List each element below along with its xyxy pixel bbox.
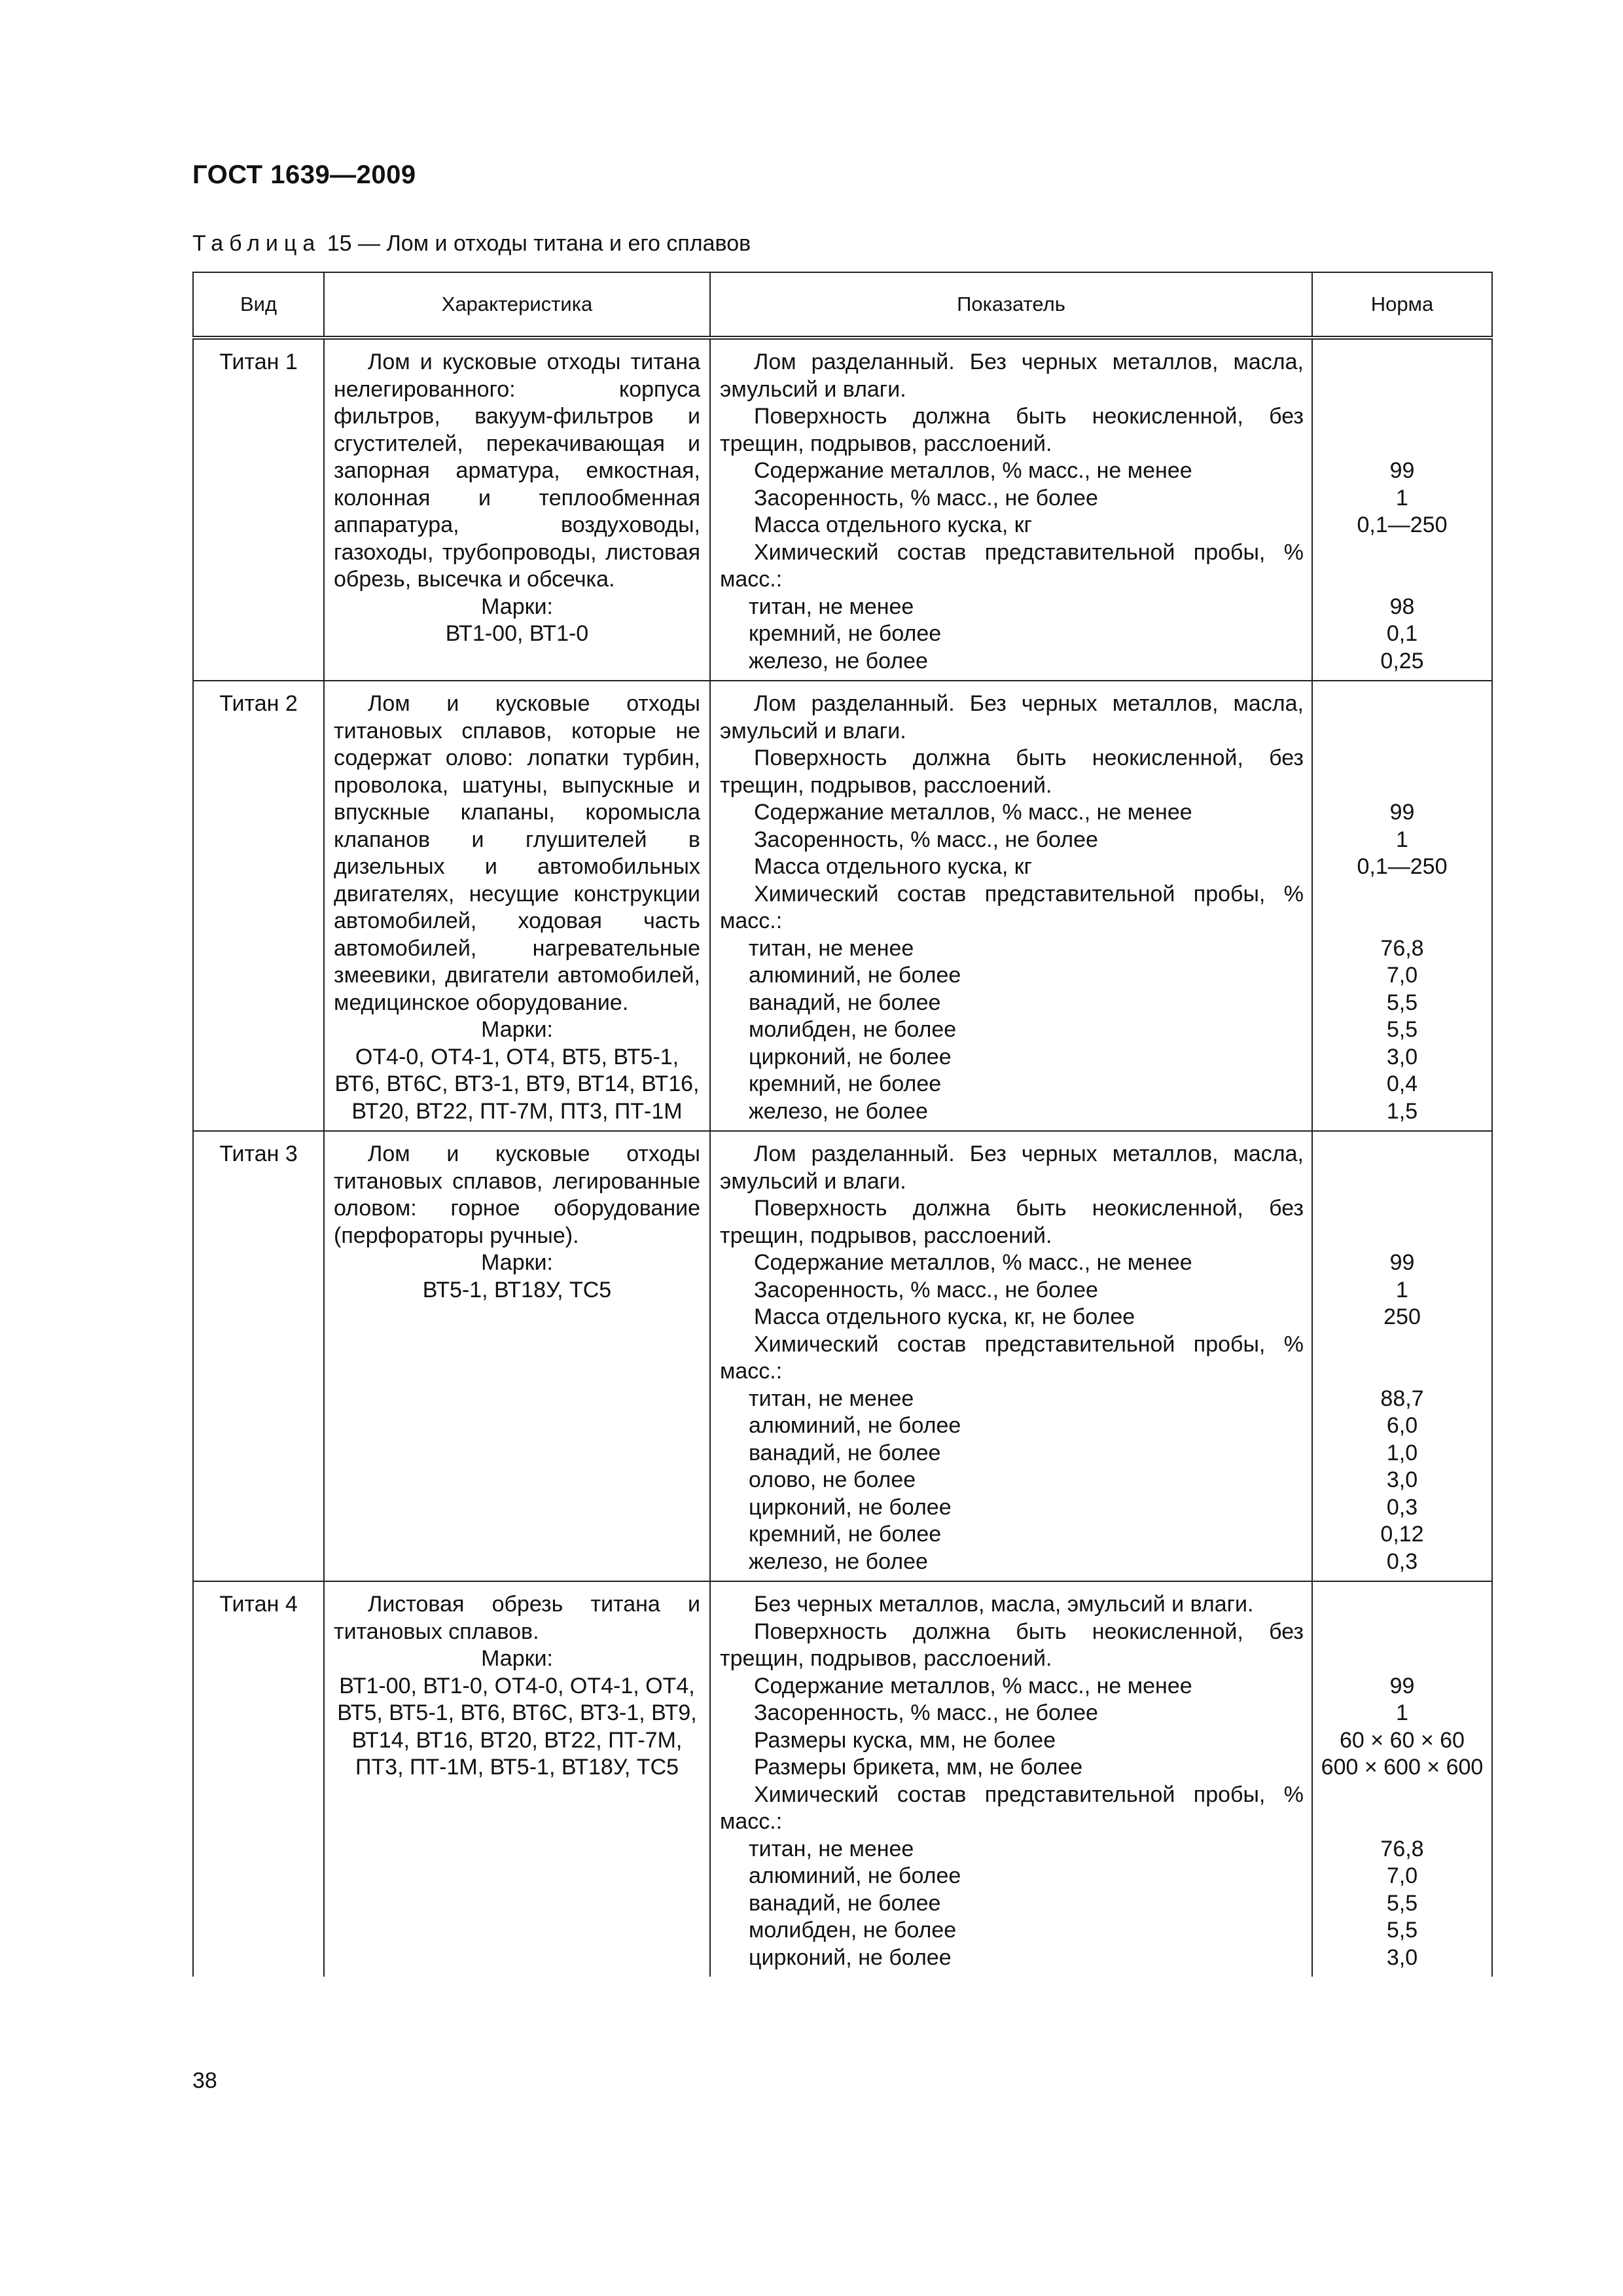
- brands-label: Марки:: [481, 1017, 553, 1042]
- norm-value: 1,5: [1386, 1098, 1418, 1124]
- indicator-element: железо, не более: [749, 648, 928, 673]
- indicator-condition: Лом разделанный. Без черных металлов, масла, эмульсий и влаги.: [720, 350, 1304, 402]
- brands-list: ОТ4-0, ОТ4-1, ОТ4, ВТ5, ВТ5-1, ВТ6, ВТ6С, ВТ3-1, ВТ9, ВТ14, ВТ16, ВТ20, ВТ22, ПТ-7М, ПТ3, ПТ-1М: [334, 1044, 700, 1124]
- indicator-surface: Поверхность должна быть неокисленной, без трещин, подрывов, расслоений.: [720, 745, 1304, 798]
- norm-value: 1,0: [1386, 1440, 1418, 1465]
- indicator-metal-content: Содержание металлов, % масс., не менее: [754, 1250, 1192, 1275]
- scrap-table: [192, 272, 1491, 1977]
- norm-value: 99: [1389, 458, 1415, 483]
- cell-characteristic: [324, 338, 710, 681]
- brands-label: Марки:: [481, 594, 553, 619]
- indicator-element: цирконий, не более: [749, 1494, 952, 1520]
- indicator-metal-content: Содержание металлов, % масс., не менее: [754, 1673, 1192, 1698]
- indicator-element: олово, не более: [749, 1467, 916, 1492]
- cell-kind: Титан 1: [193, 338, 324, 681]
- characteristic-text: Лом и кусковые отходы титановых сплавов, которые не содержат олово: лопатки турбин, проволока, шатуны, выпускные и впускные клапаны, коромысла клапанов и глушителей в дизельных и автомобильных двигателях, несущие конструкции автомобилей, ходовая часть автомобилей, нагревательные змеевики, двигатели автомобилей, медицинское оборудование.: [334, 691, 700, 1015]
- cell-indicator: [710, 1581, 1312, 1977]
- table-header-row: [193, 272, 1492, 338]
- characteristic-text: Лом и кусковые отходы титана нелегированного: корпуса фильтров, вакуум-фильтров и сгустителей, перекачивающая и запорная арматура, емкостная, колонная и теплообменная аппаратура, воздуховоды, газоходы, трубопроводы, листовая обрезь, высечка и обсечка.: [334, 350, 700, 592]
- norm-value: 0,3: [1386, 1549, 1418, 1574]
- document-title: ГОСТ 1639—2009: [192, 160, 416, 189]
- column-header-indicator: Показатель: [710, 272, 1312, 338]
- norm-value: 0,25: [1380, 648, 1424, 673]
- table-row: [193, 681, 1492, 1131]
- norm-value: 5,5: [1386, 990, 1418, 1015]
- table-row: [193, 1581, 1492, 1977]
- indicator-surface: Поверхность должна быть неокисленной, без трещин, подрывов, расслоений.: [720, 1196, 1304, 1248]
- indicator-element: титан, не менее: [749, 594, 914, 619]
- indicator-element: железо, не более: [749, 1098, 928, 1124]
- characteristic-text: Лом и кусковые отходы титановых сплавов, легированные оловом: горное оборудование (перфораторы ручные).: [334, 1141, 700, 1248]
- indicator-element: молибден, не более: [749, 1017, 957, 1042]
- indicator-chem-composition: Химический состав представительной пробы, % масс.:: [720, 1331, 1304, 1384]
- characteristic-text: Листовая обрезь титана и титановых сплавов.: [334, 1592, 700, 1644]
- indicator-contamination: Засоренность, % масс., не более: [754, 1700, 1098, 1725]
- norm-value: 5,5: [1386, 1017, 1418, 1042]
- norm-value: 0,1—250: [1357, 854, 1448, 879]
- norm-value: 76,8: [1380, 1836, 1424, 1861]
- cell-indicator: [710, 681, 1312, 1131]
- indicator-piece-mass: Масса отдельного куска, кг: [754, 512, 1033, 537]
- indicator-chem-composition: Химический состав представительной пробы, % масс.:: [720, 1782, 1304, 1834]
- norm-value: 98: [1389, 594, 1415, 619]
- norm-value: 7,0: [1386, 963, 1418, 988]
- cell-characteristic: [324, 1131, 710, 1581]
- indicator-element: алюминий, не более: [749, 1413, 961, 1438]
- indicator-element: кремний, не более: [749, 1071, 942, 1096]
- indicator-piece-size: Размеры куска, мм, не более: [754, 1727, 1056, 1753]
- norm-value: 0,1—250: [1357, 512, 1448, 537]
- table-caption: [192, 231, 751, 257]
- norm-value: 1: [1396, 827, 1408, 852]
- norm-value: 250: [1383, 1304, 1421, 1329]
- indicator-surface: Поверхность должна быть неокисленной, без трещин, подрывов, расслоений.: [720, 1619, 1304, 1671]
- norm-value: 76,8: [1380, 935, 1424, 961]
- norm-value: 0,3: [1386, 1494, 1418, 1520]
- norm-value: 5,5: [1386, 1890, 1418, 1916]
- norm-value: 600 × 600 × 600: [1321, 1755, 1484, 1780]
- indicator-element: молибден, не более: [749, 1918, 957, 1943]
- table-row: [193, 338, 1492, 681]
- indicator-element: цирконий, не более: [749, 1945, 952, 1970]
- indicator-condition: Лом разделанный. Без черных металлов, масла, эмульсий и влаги.: [720, 691, 1304, 744]
- norm-value: 3,0: [1386, 1467, 1418, 1492]
- brands-label: Марки:: [481, 1250, 553, 1275]
- cell-norm: [1312, 1131, 1492, 1581]
- norm-value: 88,7: [1380, 1386, 1424, 1411]
- table-row: [193, 1131, 1492, 1581]
- norm-value: 99: [1389, 800, 1415, 825]
- table-caption-number: 15: [327, 231, 352, 256]
- brands-list: ВТ1-00, ВТ1-0: [445, 621, 589, 646]
- indicator-brick-size: Размеры брикета, мм, не более: [754, 1755, 1083, 1780]
- norm-value: 0,12: [1380, 1522, 1424, 1547]
- indicator-condition: Лом разделанный. Без черных металлов, масла, эмульсий и влаги.: [720, 1141, 1304, 1194]
- indicator-contamination: Засоренность, % масс., не более: [754, 485, 1098, 511]
- cell-kind: Титан 4: [193, 1581, 324, 1977]
- indicator-piece-mass: Масса отдельного куска, кг, не более: [754, 1304, 1135, 1329]
- page-number: 38: [192, 2068, 217, 2093]
- column-header-norm: Норма: [1312, 272, 1492, 338]
- norm-value: 1: [1396, 1700, 1408, 1725]
- indicator-chem-composition: Химический состав представительной пробы, % масс.:: [720, 539, 1304, 592]
- norm-value: 3,0: [1386, 1945, 1418, 1970]
- indicator-metal-content: Содержание металлов, % масс., не менее: [754, 458, 1192, 483]
- brands-list: ВТ5-1, ВТ18У, ТС5: [422, 1277, 612, 1302]
- indicator-metal-content: Содержание металлов, % масс., не менее: [754, 800, 1192, 825]
- norm-value: 99: [1389, 1250, 1415, 1275]
- norm-value: 5,5: [1386, 1918, 1418, 1943]
- norm-value: 1: [1396, 1277, 1408, 1302]
- norm-value: 99: [1389, 1673, 1415, 1698]
- cell-norm: [1312, 1581, 1492, 1977]
- indicator-element: ванадий, не более: [749, 990, 941, 1015]
- indicator-chem-composition: Химический состав представительной пробы, % масс.:: [720, 881, 1304, 933]
- indicator-element: алюминий, не более: [749, 1863, 961, 1888]
- indicator-element: кремний, не более: [749, 1522, 942, 1547]
- cell-norm: [1312, 681, 1492, 1131]
- cell-characteristic: [324, 681, 710, 1131]
- indicator-element: титан, не менее: [749, 1386, 914, 1411]
- indicator-element: железо, не более: [749, 1549, 928, 1574]
- cell-kind: Титан 3: [193, 1131, 324, 1581]
- indicator-contamination: Засоренность, % масс., не более: [754, 827, 1098, 852]
- norm-value: 3,0: [1386, 1044, 1418, 1069]
- norm-value: 60 × 60 × 60: [1340, 1727, 1465, 1753]
- indicator-element: цирконий, не более: [749, 1044, 952, 1069]
- norm-value: 0,1: [1386, 621, 1418, 646]
- indicator-element: ванадий, не более: [749, 1440, 941, 1465]
- cell-characteristic: [324, 1581, 710, 1977]
- indicator-surface: Поверхность должна быть неокисленной, без трещин, подрывов, расслоений.: [720, 404, 1304, 456]
- norm-value: 7,0: [1386, 1863, 1418, 1888]
- cell-indicator: [710, 1131, 1312, 1581]
- table-caption-text: — Лом и отходы титана и его сплавов: [358, 231, 751, 256]
- indicator-contamination: Засоренность, % масс., не более: [754, 1277, 1098, 1302]
- indicator-condition: Без черных металлов, масла, эмульсий и влаги.: [754, 1592, 1254, 1617]
- column-header-kind: Вид: [193, 272, 324, 338]
- column-header-characteristic: Характеристика: [324, 272, 710, 338]
- indicator-element: ванадий, не более: [749, 1890, 941, 1916]
- brands-label: Марки:: [481, 1646, 553, 1671]
- table-caption-label: Таблица: [192, 231, 321, 256]
- indicator-element: титан, не менее: [749, 1836, 914, 1861]
- norm-value: 0,4: [1386, 1071, 1418, 1096]
- cell-kind: Титан 2: [193, 681, 324, 1131]
- norm-value: 6,0: [1386, 1413, 1418, 1438]
- indicator-element: кремний, не более: [749, 621, 942, 646]
- norm-value: 1: [1396, 485, 1408, 511]
- cell-indicator: [710, 338, 1312, 681]
- brands-list: ВТ1-00, ВТ1-0, ОТ4-0, ОТ4-1, ОТ4, ВТ5, ВТ5-1, ВТ6, ВТ6С, ВТ3-1, ВТ9, ВТ14, ВТ16, ВТ20, ВТ22, ПТ-7М, ПТ3, ПТ-1М, ВТ5-1, ВТ18У, ТС5: [337, 1673, 697, 1780]
- indicator-element: титан, не менее: [749, 935, 914, 961]
- indicator-piece-mass: Масса отдельного куска, кг: [754, 854, 1033, 879]
- indicator-element: алюминий, не более: [749, 963, 961, 988]
- cell-norm: [1312, 338, 1492, 681]
